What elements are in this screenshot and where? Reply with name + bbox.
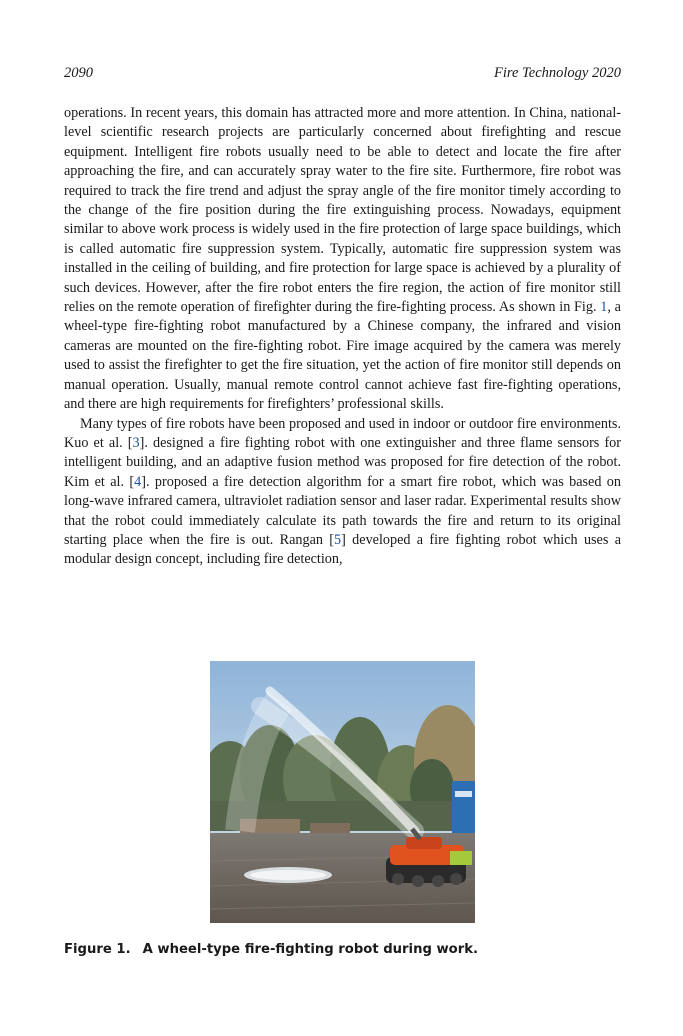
paragraph-1-text-a: operations. In recent years, this domain has attracted more and more attention. In China, national-level scientific research projects are particularly concerned about firefighting and rescue equipment. Intelligent fire robots usually need to be able to detect and locate the fire after approaching the fire, and can accurately spray water to the fire site. Furthermore, fire robot was required to track the fire trend and adjust the spray angle of the fire monitor timely according to the change of the fire position during the fire extinguishing process. Nowadays, equipment similar to above work process is widely used in the fire protection of large space buildings, which is called automatic fire suppression system. Typically, automatic fire suppression system was installed in the ceiling of building, and fire protection for large space is achieved by a plurality of such devices. However, after the fire robot enters the fire region, the action of fire monitor still relies on the remote operation of firefighter during the fire-fighting process. As shown in Fig.: [64, 105, 621, 316]
body-text: [64, 104, 621, 570]
paragraph-2-text-d: ] developed a fire fighting robot which uses a modular design concept, including fire detection,: [64, 531, 621, 568]
journal-title: Fire Technology 2020: [494, 65, 621, 81]
figure-caption-text: A wheel-type fire-fighting robot during work.: [142, 942, 479, 957]
fire-robot-photo-illustration: [210, 661, 475, 923]
figure-1-photo: [210, 661, 475, 923]
page-header: [64, 64, 621, 82]
paragraph-1-text-b: , a wheel-type fire-fighting robot manufactured by a Chinese company, the infrared and vision cameras are mounted on the fire-fighting robot. Fire image acquired by the camera was merely used to assist the firefighter to get the fire situation, yet the action of fire monitor still depends on manual operation. Usually, manual remote control cannot achieve fast fire-fighting operations, and there are high requirements for firefighters’ professional skills.: [64, 299, 621, 413]
page-number: 2090: [64, 65, 93, 81]
paragraph-1: [64, 104, 621, 415]
figure-1-reference-link[interactable]: 1: [600, 299, 608, 316]
paragraph-2-text-c: ]. proposed a fire detection algorithm for a smart fire robot, which was based on long-wave infrared camera, ultraviolet radiation sensor and laser radar. Experimental results show that the robot could immediately calculate its path towards the fire and return to its original starting place when the fire is out. Rangan [: [64, 473, 621, 548]
citation-3-link[interactable]: 3: [132, 434, 140, 451]
citation-4-link[interactable]: 4: [134, 473, 142, 490]
citation-5-link[interactable]: 5: [334, 531, 342, 548]
figure-label: Figure 1.: [64, 942, 131, 957]
paragraph-2-text-b: ]. designed a fire fighting robot with one extinguisher and three flame sensors for intelligent building, and an adaptive fusion method was proposed for fire detection of the robot. Kim et al. [: [64, 434, 621, 490]
figure-1-caption: [64, 941, 624, 959]
paragraph-2-text-a: Many types of fire robots have been proposed and used in indoor or outdoor fire environments. Kuo et al. [: [64, 415, 621, 451]
paragraph-2: [64, 415, 621, 570]
